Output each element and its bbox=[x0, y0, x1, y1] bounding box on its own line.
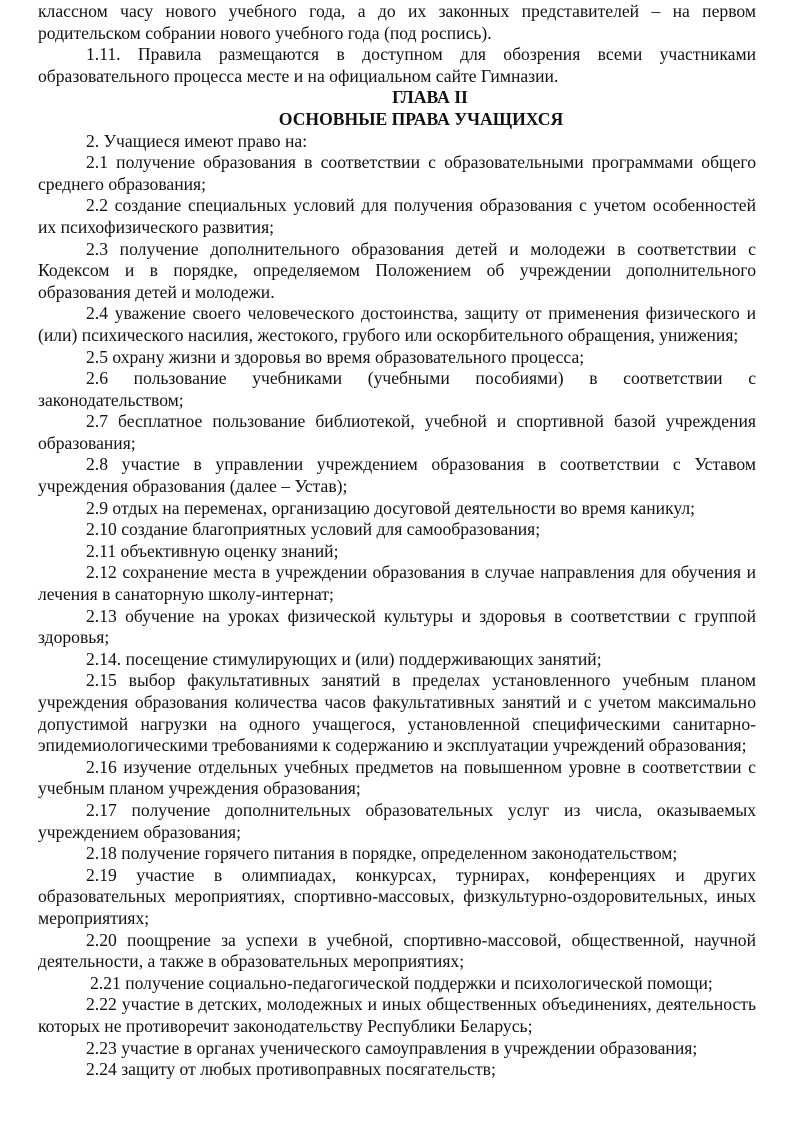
chapter-number: ГЛАВА II bbox=[392, 87, 468, 108]
rights-intro: 2. Учащиеся имеют право на: bbox=[86, 130, 308, 151]
list-item: 2.14. посещение стимулирующих и (или) поддерживающих занятий; bbox=[86, 648, 602, 669]
list-item: 2.19 участие в олимпиадах, конкурсах, турнирах, конференциях и других образовательных мероприятиях, спортивно-массовых, физкультурно-оздоровительных, иных мероприятиях; bbox=[38, 864, 756, 928]
list-item: 2.21 получение социально-педагогической поддержки и психологической помощи; bbox=[90, 972, 713, 993]
document-page bbox=[38, 1, 756, 1081]
list-item: 2.10 создание благоприятных условий для самообразования; bbox=[86, 519, 541, 540]
chapter-title: ОСНОВНЫЕ ПРАВА УЧАЩИХСЯ bbox=[278, 108, 564, 129]
list-item: 2.8 участие в управлении учреждением образования в соответствии с Уставом учреждения образования (далее – Устав); bbox=[38, 454, 756, 497]
list-item: 2.15 выбор факультативных занятий в пределах установленного учебным планом учреждения образования количества часов факультативных занятий и с учетом максимально допустимой нагрузки на одного учащегося, установленной специфическими санитарно-эпидемиологическими требованиями к содержанию и эксплуатации учреждений образования; bbox=[38, 670, 756, 756]
list-item: 2.20 поощрение за успехи в учебной, спортивно-массовой, общественной, научной деятельности, а также в образовательных мероприятиях; bbox=[38, 929, 756, 972]
list-item: 2.13 обучение на уроках физической культуры и здоровья в соответствии с группой здоровья; bbox=[38, 605, 756, 648]
list-item: 2.5 охрану жизни и здоровья во время образовательного процесса; bbox=[86, 346, 585, 367]
continuation-paragraph: классном часу нового учебного года, а до их законных представителей – на первом родительском собрании нового учебного года (под роспись). bbox=[38, 1, 756, 43]
list-item: 2.22 участие в детских, молодежных и иных общественных объединениях, деятельность которых не противоречит законодательству Республики Беларусь; bbox=[38, 994, 756, 1036]
list-item: 2.9 отдых на переменах, организацию досуговой деятельности во время каникул; bbox=[86, 497, 696, 518]
list-item: 2.2 создание специальных условий для получения образования с учетом особенностей их психофизического развития; bbox=[38, 195, 756, 237]
list-item: 2.12 сохранение места в учреждении образования в случае направления для обучения и лечения в санаторную школу-интернат; bbox=[38, 562, 756, 605]
paragraph-1-11: 1.11. Правила размещаются в доступном для обозрения всеми участниками образовательного процесса месте и на официальном сайте Гимназии. bbox=[38, 44, 756, 86]
list-item: 2.11 объективную оценку знаний; bbox=[86, 540, 339, 561]
list-item: 2.3 получение дополнительного образования детей и молодежи в соответствии с Кодексом и в порядке, определяемом Положением об учреждении дополнительного образования детей и молодежи. bbox=[38, 238, 756, 302]
list-item: 2.18 получение горячего питания в порядке, определенном законодательством; bbox=[86, 843, 678, 864]
list-item: 2.6 пользование учебниками (учебными пособиями) в соответствии с законодательством; bbox=[38, 368, 756, 410]
list-item: 2.24 защиту от любых противоправных посягательств; bbox=[86, 1059, 496, 1080]
list-item: 2.4 уважение своего человеческого достоинства, защиту от применения физического и (или) психического насилия, жестокого, грубого или оскорбительного обращения, унижения; bbox=[38, 303, 756, 345]
list-item: 2.16 изучение отдельных учебных предметов на повышенном уровне в соответствии с учебным планом учреждения образования; bbox=[38, 756, 756, 799]
list-item: 2.23 участие в органах ученического самоуправления в учреждении образования; bbox=[86, 1037, 698, 1058]
list-item: 2.1 получение образования в соответствии с образовательными программами общего среднего образования; bbox=[38, 152, 756, 194]
list-item: 2.17 получение дополнительных образовательных услуг из числа, оказываемых учреждением образования; bbox=[38, 799, 756, 842]
list-item: 2.7 бесплатное пользование библиотекой, учебной и спортивной базой учреждения образования; bbox=[38, 411, 756, 453]
